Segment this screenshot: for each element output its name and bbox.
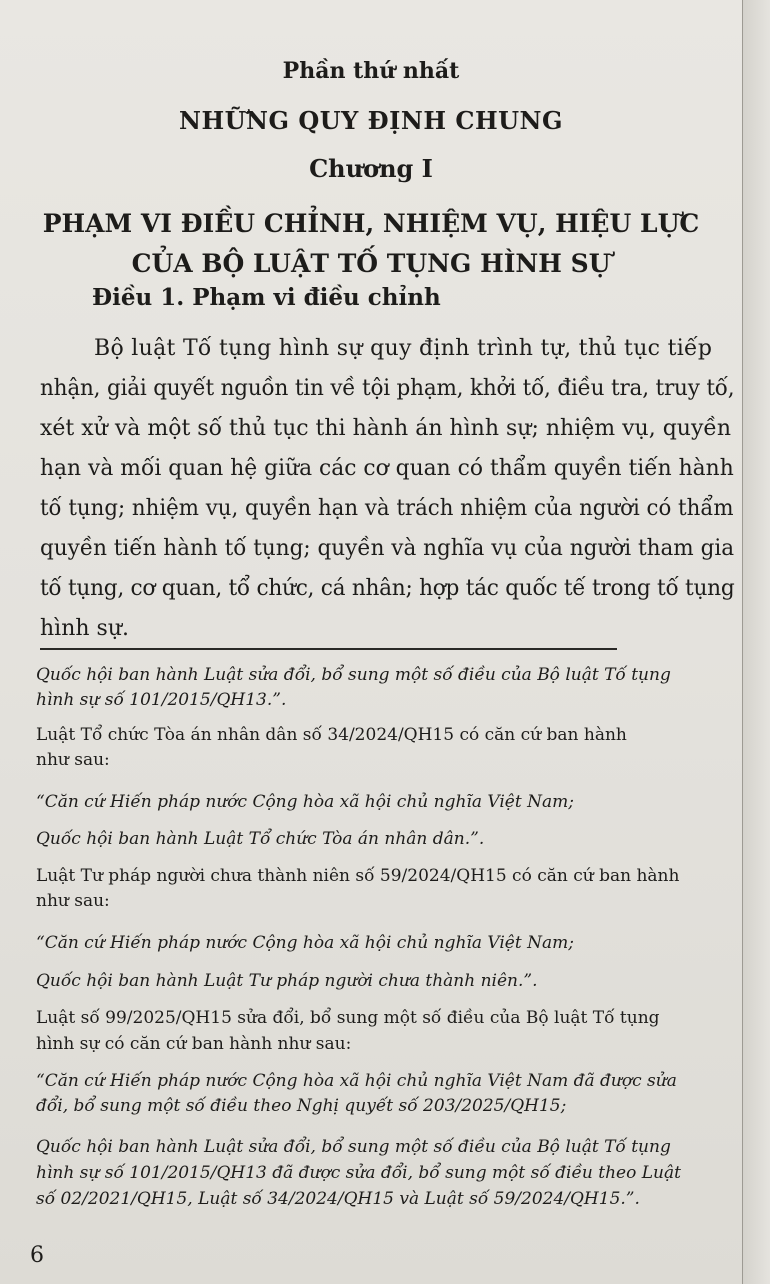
footnote-line: “Căn cứ Hiến pháp nước Cộng hòa xã hội chủ nghĩa Việt Nam; (36, 933, 574, 953)
footnote-line: “Căn cứ Hiến pháp nước Cộng hòa xã hội chủ nghĩa Việt Nam đã được sửa (36, 1071, 677, 1091)
article-line: tố tụng; nhiệm vụ, quyền hạn và trách nhiệm của người có thẩm (40, 496, 734, 521)
part-title: Phần thứ nhất (282, 58, 460, 84)
article-line: hình sự. (40, 616, 129, 641)
article-line: tố tụng, cơ quan, tổ chức, cá nhân; hợp tác quốc tế trong tố tụng (40, 576, 735, 601)
article-line: Bộ luật Tố tụng hình sự quy định trình tự, thủ tục tiếp (94, 336, 713, 361)
article-line: hạn và mối quan hệ giữa các cơ quan có thẩm quyền tiến hành (40, 456, 734, 481)
footnote-line: “Căn cứ Hiến pháp nước Cộng hòa xã hội chủ nghĩa Việt Nam; (36, 792, 574, 812)
chapter-heading-line: PHẠM VI ĐIỀU CHỈNH, NHIỆM VỤ, HIỆU LỰC (42, 209, 700, 238)
footnote-line: Luật Tổ chức Tòa án nhân dân số 34/2024/QH15 có căn cứ ban hành (36, 725, 627, 745)
footnote-line: số 02/2021/QH15, Luật số 34/2024/QH15 và Luật số 59/2024/QH15.”. (36, 1189, 640, 1209)
section-title: NHỮNG QUY ĐỊNH CHUNG (179, 106, 563, 135)
footnote-line: hình sự có căn cứ ban hành như sau: (36, 1034, 352, 1054)
footnote-line: Quốc hội ban hành Luật Tổ chức Tòa án nhân dân.”. (36, 829, 485, 849)
footnote-line: Quốc hội ban hành Luật sửa đổi, bổ sung một số điều của Bộ luật Tố tụng (36, 1137, 671, 1157)
article-line: xét xử và một số thủ tục thi hành án hình sự; nhiệm vụ, quyền (40, 416, 732, 441)
footnote-line: Quốc hội ban hành Luật sửa đổi, bổ sung một số điều của Bộ luật Tố tụng (36, 665, 671, 685)
adjacent-page-edge (742, 0, 770, 1284)
footnote-line: hình sự số 101/2015/QH13 đã được sửa đổi, bổ sung một số điều theo Luật (36, 1163, 681, 1183)
footnote-line: như sau: (36, 891, 110, 911)
chapter-title: Chương I (309, 154, 433, 183)
footnote-line: như sau: (36, 750, 110, 770)
chapter-heading-line: CỦA BỘ LUẬT TỐ TỤNG HÌNH SỰ (131, 249, 611, 278)
page-number: 6 (30, 1243, 44, 1268)
footnote-line: Quốc hội ban hành Luật Tư pháp người chưa thành niên.”. (36, 971, 538, 991)
article-line: nhận, giải quyết nguồn tin về tội phạm, khởi tố, điều tra, truy tố, (40, 376, 735, 401)
footnote-line: đổi, bổ sung một số điều theo Nghị quyết số 203/2025/QH15; (36, 1096, 567, 1116)
article-line: quyền tiến hành tố tụng; quyền và nghĩa vụ của người tham gia (40, 536, 735, 561)
footnote-line: Luật số 99/2025/QH15 sửa đổi, bổ sung một số điều của Bộ luật Tố tụng (36, 1008, 660, 1028)
footnote-line: hình sự số 101/2015/QH13.”. (36, 690, 287, 710)
article-heading: Điều 1. Phạm vi điều chỉnh (92, 284, 441, 311)
footnote-separator (40, 648, 617, 650)
footnote-line: Luật Tư pháp người chưa thành niên số 59/2024/QH15 có căn cứ ban hành (36, 866, 680, 886)
chapter-heading (0, 204, 742, 284)
